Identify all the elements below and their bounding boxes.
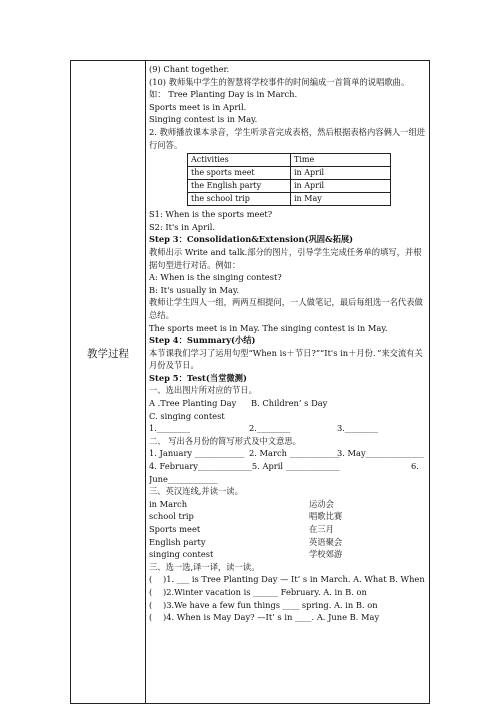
chinese-item: 学校郊游	[309, 549, 343, 560]
chinese-item: 在三月	[309, 524, 334, 534]
text-line: B: It's usually in May.	[149, 284, 240, 295]
section-label: 教学过程	[87, 348, 129, 360]
option: C. singing contest	[149, 410, 225, 421]
text-line: (9) Chant together.	[149, 64, 230, 74]
month-item: 2. March ____________	[249, 448, 340, 459]
exercise-title: 一、选出图片所对应的节日。	[149, 385, 257, 396]
text-paragraph: 教师让学生四人一组，两两互相提问，一人做笔记，最后每组选一名代表做总结。	[149, 297, 423, 320]
matching-row	[149, 498, 426, 511]
matching-row	[149, 536, 426, 549]
text-line: (10) 教师集中学生的智慧将学校事件的时间编成一首简单的说唱歌曲。	[149, 76, 410, 87]
matching-row	[149, 523, 426, 536]
table-cell: in May	[291, 193, 391, 206]
english-item: singing contest	[149, 549, 214, 560]
option-row	[149, 397, 426, 410]
option: A .Tree Planting Day	[149, 398, 237, 409]
content-column	[149, 63, 426, 624]
exercise-title: 三、英汉连线,并读一读。	[149, 486, 243, 497]
text-line: S1: When is the sports meet?	[149, 209, 273, 220]
text-line: S2: It's in April.	[149, 221, 216, 232]
lesson-table	[70, 60, 430, 704]
answer-blank: 3.________	[337, 423, 379, 434]
chinese-item: 唱歌比赛	[309, 511, 343, 522]
answer-paren: (	[149, 574, 153, 585]
step5-heading: Step 5：Test(当堂微测)	[149, 372, 247, 383]
month-row	[149, 460, 426, 473]
question-text: )3.We have a few fun things ____ spring. A. in B. on	[163, 599, 378, 610]
month-item: June____________	[149, 473, 218, 484]
month-item: 3. May______________	[337, 448, 424, 459]
table-cell: in April	[291, 167, 391, 180]
answer-blank: 1.________	[149, 423, 191, 434]
matching-row	[149, 510, 426, 523]
table-cell: in April	[291, 180, 391, 193]
answer-blank: 2.________	[249, 423, 291, 434]
chinese-item: 运动会	[309, 498, 334, 509]
table-header: Activities	[188, 154, 291, 167]
label-column	[71, 61, 146, 703]
exercise-title: 二、 写出各月份的简写形式及中文意思。	[149, 435, 301, 446]
matching-row	[149, 548, 426, 561]
month-item: 4. February_____________5. April _____________	[149, 461, 340, 472]
english-item: in March	[149, 498, 188, 509]
answer-paren: (	[149, 599, 153, 610]
table-cell: the sports meet	[188, 167, 291, 180]
question-row	[149, 599, 426, 612]
table-cell: the English party	[188, 180, 291, 193]
chinese-item: 英语聚会	[309, 536, 343, 547]
table-header: Time	[291, 154, 391, 167]
english-item: Sports meet	[149, 524, 201, 534]
english-item: school trip	[149, 511, 194, 522]
question-row	[149, 573, 426, 586]
step3-heading: Step 3：Consolidation&Extension(巩固&拓展)	[149, 234, 354, 245]
question-text: )4. When is May Day? —It’ s in ____. A. June B. May	[163, 612, 380, 623]
step4-heading: Step 4：Summary(小结)	[149, 335, 256, 346]
month-item: 6.	[411, 461, 419, 472]
text-paragraph: 教师出示 Write and talk.部分的图片，引导学生完成任务单的填写，并根据句型进行对话。例如：	[149, 246, 422, 270]
option: B. Children’ s Day	[251, 398, 328, 409]
text-paragraph: 2. 教师播放课本录音，学生听录音完成表格，然后根据表格内容俩人一组进行问答。	[149, 126, 426, 150]
question-text: )2.Winter vacation is ______ February. A. in B. on	[163, 586, 367, 597]
answer-paren: (	[149, 586, 153, 597]
question-text: )1. ___ is Tree Planting Day — It’ s in March. A. What B. When	[163, 574, 425, 585]
activities-table	[187, 153, 391, 206]
month-item: 1. January ____________	[149, 448, 245, 459]
text-line: Singing contest is in May.	[149, 114, 258, 125]
text-paragraph: 本节课我们学习了运用句型“When is＋节日?”“It's in＋月份．”来交流有关月份及节日。	[149, 347, 423, 371]
question-row	[149, 611, 426, 624]
question-row	[149, 586, 426, 599]
text-line: A: When is the singing contest?	[149, 272, 282, 283]
blank-row	[149, 422, 426, 435]
exercise-title: 三、选一选,译一译，读一读。	[149, 561, 260, 572]
text-line: The sports meet is in May. The singing contest is in May.	[149, 322, 388, 333]
table-cell: the school trip	[188, 193, 291, 206]
month-row	[149, 447, 426, 460]
answer-paren: (	[149, 612, 153, 623]
text-line: Sports meet is in April.	[149, 101, 247, 112]
english-item: English party	[149, 536, 206, 547]
text-line: 如： Tree Planting Day is in March.	[149, 89, 298, 100]
